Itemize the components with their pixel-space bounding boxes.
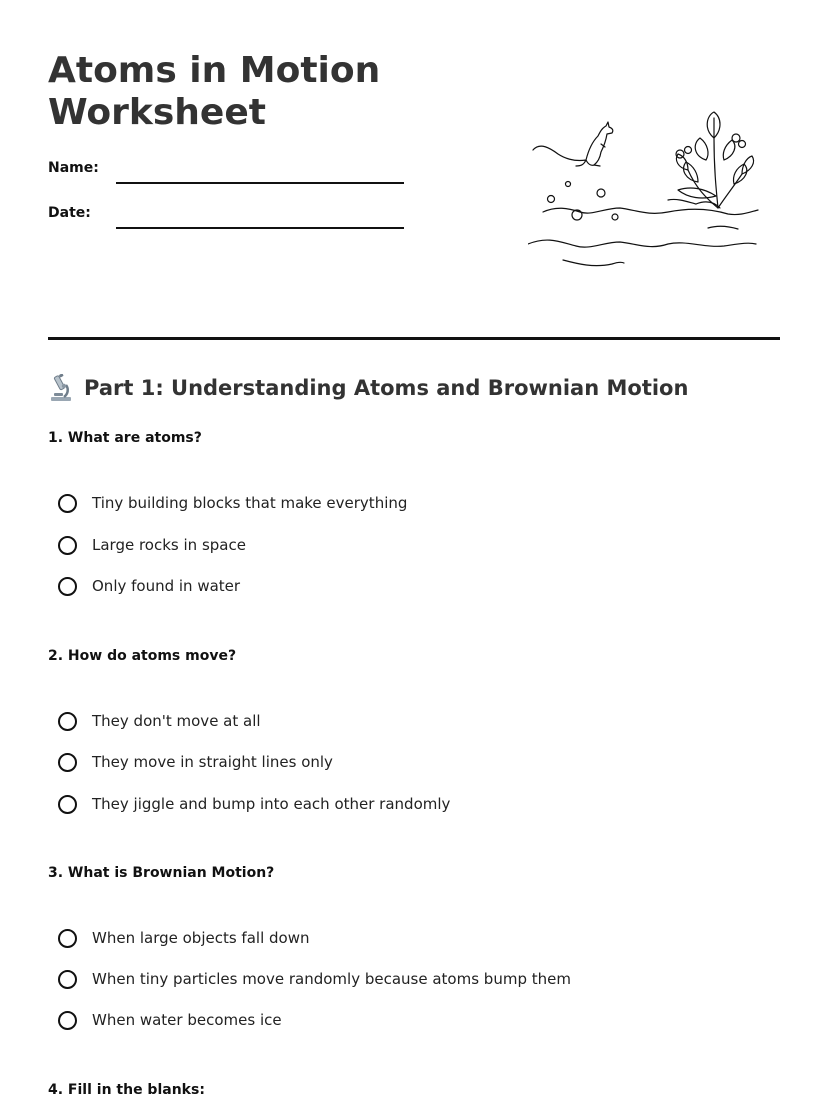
- radio-button[interactable]: [58, 970, 77, 989]
- option-label: Tiny building blocks that make everything: [92, 494, 408, 512]
- question-1-option-1[interactable]: [58, 491, 407, 515]
- radio-button[interactable]: [58, 577, 77, 596]
- title-line-1: Atoms in Motion: [48, 50, 381, 91]
- radio-button[interactable]: [58, 712, 77, 731]
- radio-button[interactable]: [58, 494, 77, 513]
- question-3-option-2[interactable]: [58, 967, 571, 991]
- option-label: When large objects fall down: [92, 929, 310, 947]
- question-2-option-3[interactable]: [58, 792, 450, 816]
- question-1-label: 1. What are atoms?: [48, 430, 202, 446]
- question-4-label: 4. Fill in the blanks:: [48, 1082, 205, 1098]
- option-label: Only found in water: [92, 577, 241, 595]
- date-label: Date:: [48, 205, 91, 221]
- question-2-label: 2. How do atoms move?: [48, 648, 237, 664]
- option-label: They don't move at all: [92, 712, 261, 730]
- question-3-option-1[interactable]: [58, 926, 309, 950]
- question-1-option-2[interactable]: [58, 533, 246, 557]
- question-2-option-2[interactable]: [58, 750, 333, 774]
- radio-button[interactable]: [58, 795, 77, 814]
- radio-button[interactable]: [58, 929, 77, 948]
- radio-button[interactable]: [58, 536, 77, 555]
- option-label: They jiggle and bump into each other randomly: [92, 795, 451, 813]
- eucalyptus-plant-icon: [668, 112, 754, 208]
- question-3-option-3[interactable]: [58, 1008, 282, 1032]
- question-1-option-3[interactable]: [58, 574, 240, 598]
- name-label: Name:: [48, 160, 99, 176]
- question-2-option-1[interactable]: [58, 709, 261, 733]
- page-title: [48, 50, 468, 134]
- option-label: When water becomes ice: [92, 1011, 282, 1029]
- bubbles-icon: [548, 182, 619, 221]
- option-label: When tiny particles move randomly because atoms bump them: [92, 970, 571, 988]
- water-waves-icon: [528, 208, 758, 266]
- microscope-icon: [48, 374, 74, 402]
- option-label: They move in straight lines only: [92, 753, 333, 771]
- question-3-label: 3. What is Brownian Motion?: [48, 865, 275, 881]
- option-label: Large rocks in space: [92, 536, 246, 554]
- part-1-heading-text: Part 1: Understanding Atoms and Brownian Motion: [84, 376, 689, 400]
- name-blank-line[interactable]: [116, 182, 404, 184]
- part-1-heading: [48, 374, 688, 402]
- title-line-2: Worksheet: [48, 92, 266, 133]
- kangaroo-plant-illustration: [528, 108, 763, 273]
- section-divider: [48, 337, 780, 340]
- kangaroo-icon: [533, 122, 613, 166]
- radio-button[interactable]: [58, 1011, 77, 1030]
- radio-button[interactable]: [58, 753, 77, 772]
- date-blank-line[interactable]: [116, 227, 404, 229]
